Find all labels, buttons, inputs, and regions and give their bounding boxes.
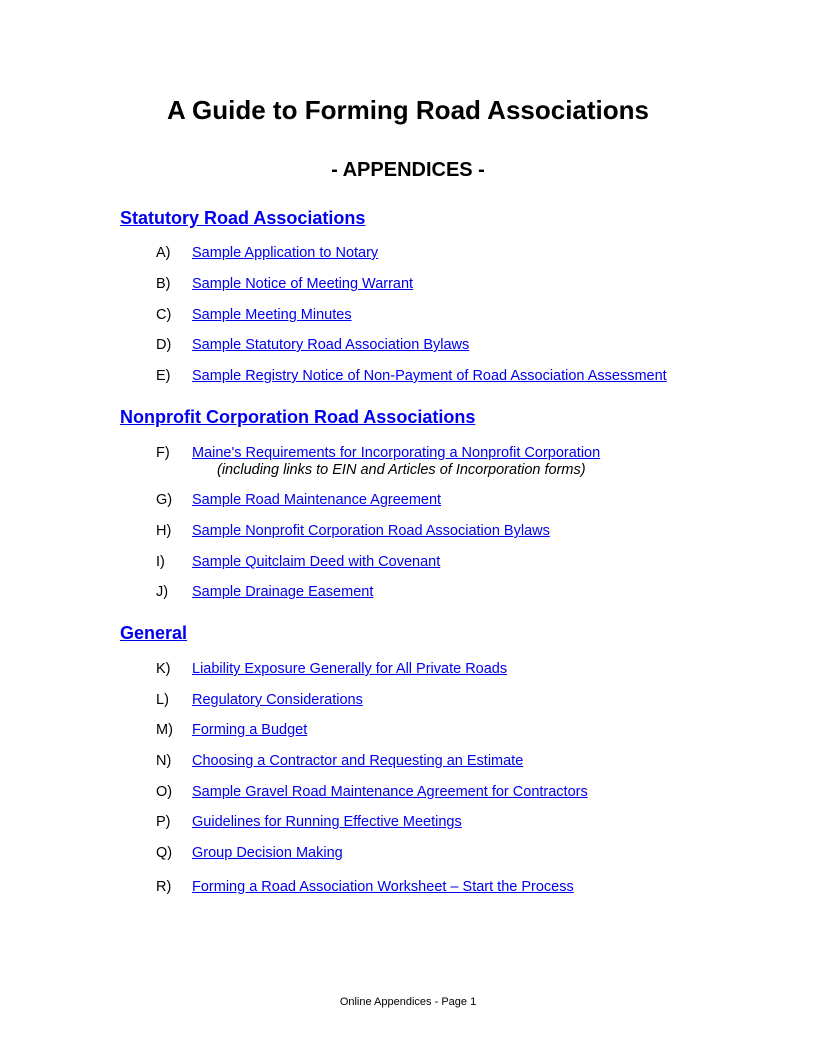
appendix-letter: G) bbox=[156, 492, 173, 508]
appendix-item-m bbox=[0, 721, 816, 741]
appendix-item-e bbox=[0, 367, 816, 387]
page-footer: Online Appendices - Page 1 bbox=[339, 996, 477, 1008]
appendix-item-r bbox=[0, 878, 816, 898]
appendix-note: (including links to EIN and Articles of Incorporation forms) bbox=[217, 462, 586, 478]
appendix-item-p bbox=[0, 813, 816, 833]
appendix-item-b bbox=[0, 275, 816, 295]
page-subtitle: - APPENDICES - bbox=[331, 159, 485, 181]
appendix-letter: D) bbox=[156, 337, 172, 353]
appendix-item-c bbox=[0, 306, 816, 326]
appendix-link[interactable]: Sample Application to Notary bbox=[192, 245, 379, 261]
appendix-letter: K) bbox=[156, 661, 171, 677]
appendix-letter: M) bbox=[156, 722, 173, 738]
appendix-letter: Q) bbox=[156, 845, 173, 861]
appendix-link[interactable]: Sample Meeting Minutes bbox=[192, 307, 352, 323]
appendix-letter: O) bbox=[156, 784, 173, 800]
appendix-item-j bbox=[0, 583, 816, 603]
appendix-link[interactable]: Sample Quitclaim Deed with Covenant bbox=[192, 554, 441, 570]
appendix-link[interactable]: Sample Registry Notice of Non-Payment of Road Association Assessment bbox=[192, 368, 667, 384]
appendix-letter: J) bbox=[156, 584, 169, 600]
appendix-link[interactable]: Forming a Budget bbox=[192, 722, 308, 738]
appendix-letter: P) bbox=[156, 814, 171, 830]
appendix-letter: F) bbox=[156, 445, 170, 461]
appendix-link[interactable]: Maine's Requirements for Incorporating a Nonprofit Corporation bbox=[192, 445, 601, 461]
appendix-link[interactable]: Sample Notice of Meeting Warrant bbox=[192, 276, 414, 292]
appendix-item-q bbox=[0, 844, 816, 864]
appendix-letter: L) bbox=[156, 692, 169, 708]
appendix-link[interactable]: Sample Road Maintenance Agreement bbox=[192, 492, 442, 508]
appendix-link[interactable]: Regulatory Considerations bbox=[192, 692, 363, 708]
appendix-link[interactable]: Choosing a Contractor and Requesting an Estimate bbox=[192, 753, 524, 769]
appendix-letter: B) bbox=[156, 276, 171, 292]
appendix-letter: R) bbox=[156, 879, 172, 895]
appendix-letter: A) bbox=[156, 245, 171, 261]
appendix-item-g bbox=[0, 491, 816, 511]
appendix-item-a bbox=[0, 244, 816, 264]
appendix-link[interactable]: Guidelines for Running Effective Meetings bbox=[192, 814, 462, 830]
section-heading-nonprofit[interactable]: Nonprofit Corporation Road Associations bbox=[120, 407, 476, 427]
appendix-item-i bbox=[0, 553, 816, 573]
page-title: A Guide to Forming Road Associations bbox=[167, 95, 649, 125]
appendix-letter: I) bbox=[156, 554, 165, 570]
appendix-link[interactable]: Sample Statutory Road Association Bylaws bbox=[192, 337, 470, 353]
section-heading-general[interactable]: General bbox=[120, 623, 188, 643]
appendix-item-k bbox=[0, 660, 816, 680]
appendix-letter: C) bbox=[156, 307, 172, 323]
appendix-item-f bbox=[0, 444, 816, 482]
appendix-letter: N) bbox=[156, 753, 172, 769]
appendix-item-o bbox=[0, 783, 816, 803]
appendix-link[interactable]: Sample Nonprofit Corporation Road Association Bylaws bbox=[192, 523, 550, 539]
appendix-item-h bbox=[0, 522, 816, 542]
appendix-link[interactable]: Liability Exposure Generally for All Private Roads bbox=[192, 661, 508, 677]
appendix-link[interactable]: Sample Gravel Road Maintenance Agreement for Contractors bbox=[192, 784, 588, 800]
appendix-letter: H) bbox=[156, 523, 172, 539]
appendix-link[interactable]: Sample Drainage Easement bbox=[192, 584, 374, 600]
appendix-item-n bbox=[0, 752, 816, 772]
appendix-letter: E) bbox=[156, 368, 171, 384]
section-heading-statutory[interactable]: Statutory Road Associations bbox=[120, 208, 366, 228]
appendix-item-l bbox=[0, 691, 816, 711]
appendix-link[interactable]: Forming a Road Association Worksheet – Start the Process bbox=[192, 879, 574, 895]
appendix-link[interactable]: Group Decision Making bbox=[192, 845, 343, 861]
appendix-item-d bbox=[0, 336, 816, 356]
